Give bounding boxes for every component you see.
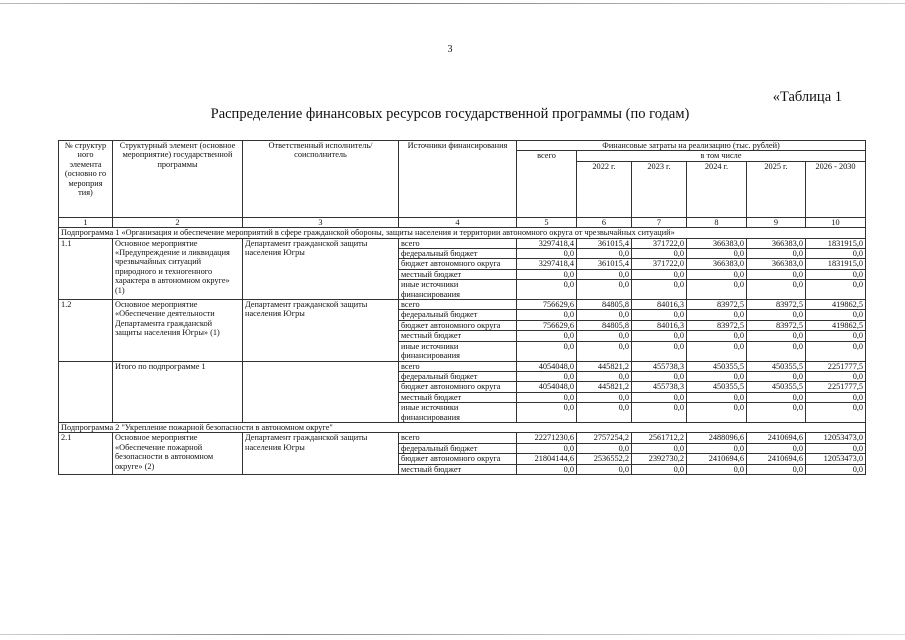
amount-cell: 0,0 [577,341,632,361]
funding-source: всего [399,433,517,443]
amount-cell: 450355,5 [687,382,747,392]
amount-cell: 2757254,2 [577,433,632,443]
column-number: 2 [113,217,243,227]
amount-cell: 0,0 [577,269,632,279]
amount-cell: 83972,5 [687,300,747,310]
amount-cell: 361015,4 [577,259,632,269]
amount-cell: 0,0 [747,331,806,341]
amount-cell: 445821,2 [577,361,632,371]
amount-cell: 0,0 [517,443,577,453]
funding-source: бюджет автономного округа [399,382,517,392]
amount-cell: 2410694,6 [687,454,747,464]
column-number: 8 [687,217,747,227]
responsible-executor [243,361,399,422]
amount-cell: 0,0 [632,371,687,381]
header-year: 2023 г. [632,161,687,217]
amount-cell: 2251777,5 [806,361,866,371]
amount-cell: 0,0 [517,249,577,259]
amount-cell: 0,0 [517,331,577,341]
funding-source: иные источники финансирования [399,280,517,300]
funding-source: местный бюджет [399,392,517,402]
header-element: Структурный элемент (основное мероприятие) государственной программы [113,141,243,218]
funding-source: бюджет автономного округа [399,454,517,464]
amount-cell: 0,0 [806,403,866,423]
amount-cell: 0,0 [517,464,577,474]
table-row [59,238,866,248]
amount-cell: 0,0 [687,310,747,320]
amount-cell: 2392730,2 [632,454,687,464]
amount-cell: 419862,5 [806,320,866,330]
responsible-executor: Департамент гражданской защиты населения Югры [243,433,399,475]
amount-cell: 455738,3 [632,361,687,371]
amount-cell: 0,0 [806,331,866,341]
amount-cell: 0,0 [806,371,866,381]
amount-cell: 0,0 [747,269,806,279]
amount-cell: 361015,4 [577,238,632,248]
scan-edge-bottom [0,634,905,635]
amount-cell: 756629,6 [517,320,577,330]
amount-cell: 0,0 [577,371,632,381]
amount-cell: 12053473,0 [806,433,866,443]
document-title: Распределение финансовых ресурсов государственной программы (по годам) [210,106,690,122]
amount-cell: 21804144,6 [517,454,577,464]
column-number: 7 [632,217,687,227]
amount-cell: 1831915,0 [806,259,866,269]
amount-cell: 366383,0 [687,259,747,269]
amount-cell: 83972,5 [687,320,747,330]
amount-cell: 0,0 [577,331,632,341]
amount-cell: 1831915,0 [806,238,866,248]
amount-cell: 3297418,4 [517,238,577,248]
column-number: 4 [399,217,517,227]
funding-source: всего [399,300,517,310]
column-number-row [59,217,866,227]
amount-cell: 0,0 [747,392,806,402]
header-year: 2026 - 2030 [806,161,866,217]
amount-cell: 0,0 [747,371,806,381]
amount-cell: 366383,0 [747,259,806,269]
amount-cell: 450355,5 [747,361,806,371]
column-number: 5 [517,217,577,227]
amount-cell: 0,0 [806,310,866,320]
scan-edge-top [0,3,905,4]
amount-cell: 0,0 [747,310,806,320]
header-year: 2025 г. [747,161,806,217]
amount-cell: 2561712,2 [632,433,687,443]
structural-element: Основное мероприятие «Предупреждение и ликвидация чрезвычайных ситуаций природного и техногенного характера в автономном округе» (1) [113,238,243,299]
header-year: 2024 г. [687,161,747,217]
funding-source: всего [399,361,517,371]
amount-cell: 0,0 [806,392,866,402]
amount-cell: 2410694,6 [747,433,806,443]
amount-cell: 0,0 [806,341,866,361]
amount-cell: 0,0 [687,443,747,453]
amount-cell: 0,0 [517,310,577,320]
amount-cell: 371722,0 [632,238,687,248]
header-total: всего [517,151,577,217]
amount-cell: 455738,3 [632,382,687,392]
funding-source: иные источники финансирования [399,341,517,361]
header-sources: Источники финансирования [399,141,517,218]
amount-cell: 0,0 [632,280,687,300]
amount-cell: 83972,5 [747,300,806,310]
amount-cell: 0,0 [577,392,632,402]
amount-cell: 4054048,0 [517,361,577,371]
responsible-executor: Департамент гражданской защиты населения Югры [243,238,399,299]
amount-cell: 0,0 [517,403,577,423]
funding-source: федеральный бюджет [399,249,517,259]
amount-cell: 0,0 [687,464,747,474]
amount-cell: 0,0 [577,443,632,453]
subprogram-1-title: Подпрограмма 1 «Организация и обеспечение мероприятий в сфере гражданской обороны, защиты населения и территории автономного округа от чрезвычайных ситуаций» [59,228,866,238]
amount-cell: 0,0 [806,249,866,259]
amount-cell: 0,0 [632,443,687,453]
amount-cell: 2488096,6 [687,433,747,443]
amount-cell: 366383,0 [747,238,806,248]
funding-source: местный бюджет [399,464,517,474]
subprogram-2-title: Подпрограмма 2 "Укрепление пожарной безопасности в автономном округе" [59,422,866,432]
amount-cell: 0,0 [632,249,687,259]
amount-cell: 84016,3 [632,320,687,330]
amount-cell: 756629,6 [517,300,577,310]
amount-cell: 2536552,2 [577,454,632,464]
amount-cell: 0,0 [517,269,577,279]
subprogram-row [59,422,866,432]
funding-source: всего [399,238,517,248]
amount-cell: 4054048,0 [517,382,577,392]
column-number: 9 [747,217,806,227]
header-row-1 [59,141,866,151]
page-number: 3 [447,44,453,55]
header-year: 2022 г. [577,161,632,217]
amount-cell: 2251777,5 [806,382,866,392]
financial-resources-table [58,140,866,475]
funding-source: иные источники финансирования [399,403,517,423]
responsible-executor: Департамент гражданской защиты населения Югры [243,300,399,361]
amount-cell: 0,0 [747,403,806,423]
amount-cell: 0,0 [806,280,866,300]
amount-cell: 419862,5 [806,300,866,310]
amount-cell: 0,0 [577,249,632,259]
amount-cell: 0,0 [517,341,577,361]
funding-source: местный бюджет [399,269,517,279]
amount-cell: 0,0 [747,341,806,361]
amount-cell: 0,0 [687,371,747,381]
amount-cell: 0,0 [747,443,806,453]
row-number: 1.2 [59,300,113,361]
funding-source: местный бюджет [399,331,517,341]
amount-cell: 0,0 [747,280,806,300]
column-number: 3 [243,217,399,227]
table-row [59,300,866,310]
amount-cell: 0,0 [687,331,747,341]
table-row [59,433,866,443]
amount-cell: 0,0 [577,403,632,423]
amount-cell: 0,0 [577,280,632,300]
funding-source: федеральный бюджет [399,443,517,453]
amount-cell: 3297418,4 [517,259,577,269]
structural-element: Итого по подпрограмме 1 [113,361,243,422]
amount-cell: 84805,8 [577,320,632,330]
funding-source: федеральный бюджет [399,371,517,381]
row-number [59,361,113,422]
column-number: 6 [577,217,632,227]
amount-cell: 0,0 [687,269,747,279]
amount-cell: 83972,5 [747,320,806,330]
row-number: 2.1 [59,433,113,475]
header-fin-costs: Финансовые затраты на реализацию (тыс. рублей) [517,141,866,151]
amount-cell: 0,0 [806,269,866,279]
amount-cell: 0,0 [632,403,687,423]
header-responsible: Ответственный исполнитель/соисполнитель [243,141,399,218]
amount-cell: 84016,3 [632,300,687,310]
amount-cell: 0,0 [632,464,687,474]
amount-cell: 0,0 [517,371,577,381]
amount-cell: 371722,0 [632,259,687,269]
amount-cell: 2410694,6 [747,454,806,464]
structural-element: Основное мероприятие «Обеспечение пожарной безопасности в автономном округе» (2) [113,433,243,475]
header-incl: в том числе [577,151,866,161]
amount-cell: 0,0 [806,464,866,474]
amount-cell: 0,0 [632,341,687,361]
amount-cell: 0,0 [632,269,687,279]
funding-source: бюджет автономного округа [399,320,517,330]
amount-cell: 450355,5 [747,382,806,392]
amount-cell: 0,0 [577,464,632,474]
amount-cell: 0,0 [517,392,577,402]
column-number: 10 [806,217,866,227]
header-num: № структур ного элемента (основно го мероприя тия) [59,141,113,218]
amount-cell: 366383,0 [687,238,747,248]
column-number: 1 [59,217,113,227]
amount-cell: 0,0 [747,464,806,474]
amount-cell: 0,0 [687,392,747,402]
funding-source: бюджет автономного округа [399,259,517,269]
amount-cell: 0,0 [687,249,747,259]
amount-cell: 12053473,0 [806,454,866,464]
row-number: 1.1 [59,238,113,299]
structural-element: Основное мероприятие «Обеспечение деятельности Департамента гражданской защиты населения Югры» (1) [113,300,243,361]
amount-cell: 0,0 [632,392,687,402]
amount-cell: 0,0 [632,310,687,320]
table-row [59,361,866,371]
amount-cell: 0,0 [517,280,577,300]
funding-source: федеральный бюджет [399,310,517,320]
amount-cell: 0,0 [747,249,806,259]
table-caption-tag: «Таблица 1 [772,89,842,105]
amount-cell: 0,0 [806,443,866,453]
amount-cell: 450355,5 [687,361,747,371]
subprogram-row [59,228,866,238]
amount-cell: 445821,2 [577,382,632,392]
amount-cell: 0,0 [632,331,687,341]
amount-cell: 22271230,6 [517,433,577,443]
amount-cell: 0,0 [687,341,747,361]
amount-cell: 0,0 [687,403,747,423]
amount-cell: 84805,8 [577,300,632,310]
amount-cell: 0,0 [577,310,632,320]
amount-cell: 0,0 [687,280,747,300]
